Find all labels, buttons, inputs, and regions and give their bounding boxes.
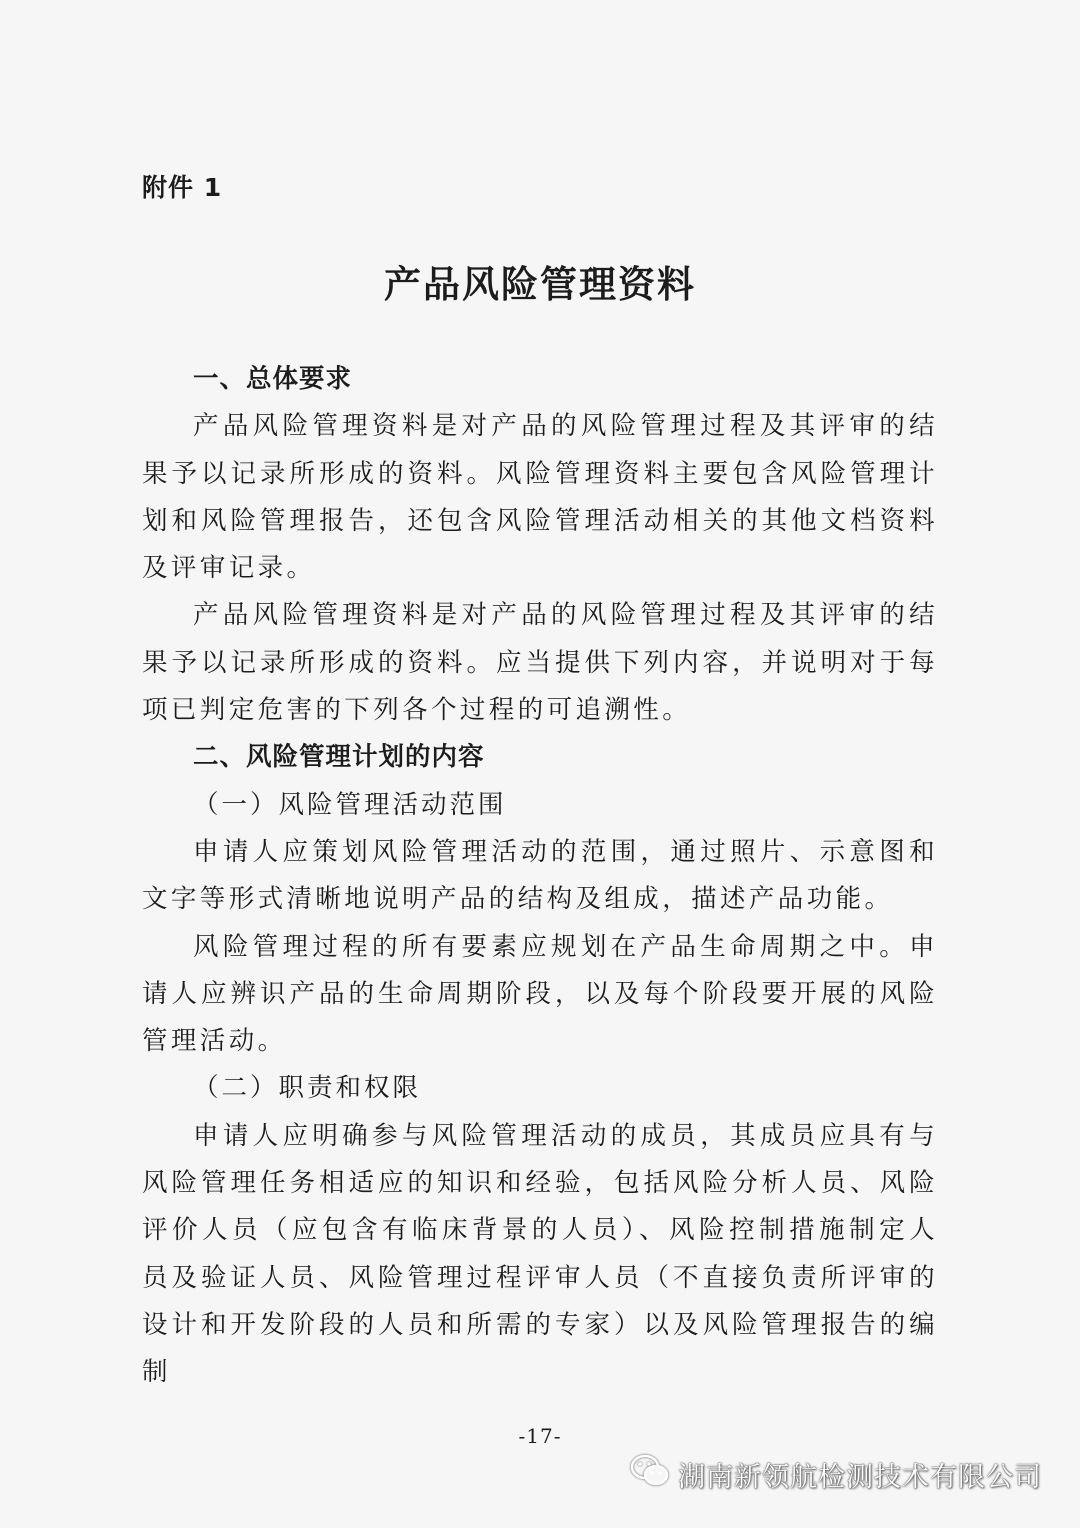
paragraph: 申请人应策划风险管理活动的范围，通过照片、示意图和文字等形式清晰地说明产品的结构及组成，描述产品功能。 (142, 836, 938, 915)
section-heading-risk-plan-content: 二、风险管理计划的内容 (193, 742, 485, 773)
subsection-heading-responsibilities: （二）职责和权限 (193, 1073, 422, 1104)
subsection-heading-activity-scope: （一）风险管理活动范围 (193, 789, 507, 820)
paragraph: 产品风险管理资料是对产品的风险管理过程及其评审的结果予以记录所形成的资料。风险管理资料主要包含风险管理计划和风险管理报告，还包含风险管理活动相关的其他文档资料及评审记录。 (142, 411, 938, 584)
document-title: 产品风险管理资料 (384, 263, 696, 306)
attachment-label: 附件 1 (142, 173, 223, 202)
page-number: -17- (518, 1424, 562, 1448)
paragraph: 产品风险管理资料是对产品的风险管理过程及其评审的结果予以记录所形成的资料。应当提供下列内容，并说明对于每项已判定危害的下列各个过程的可追溯性。 (142, 600, 938, 726)
paragraph: 风险管理过程的所有要素应规划在产品生命周期之中。申请人应辨识产品的生命周期阶段，以及每个阶段要开展的风险管理活动。 (142, 931, 938, 1057)
paragraph: 申请人应明确参与风险管理活动的成员，其成员应具有与风险管理任务相适应的知识和经验，包括风险分析人员、风险评价人员（应包含有临床背景的人员）、风险控制措施制定人员及验证人员、风险管理过程评审人员（不直接负责所评审的设计和开发阶段的人员和所需的专家）以及风险管理报告的编制 (142, 1120, 938, 1388)
watermark (630, 1454, 1042, 1495)
watermark-text: 湖南新领航检测技术有限公司 (678, 1462, 1042, 1493)
wechat-icon (630, 1454, 670, 1495)
section-heading-general-requirements: 一、总体要求 (193, 364, 353, 394)
document-body (142, 356, 938, 1397)
